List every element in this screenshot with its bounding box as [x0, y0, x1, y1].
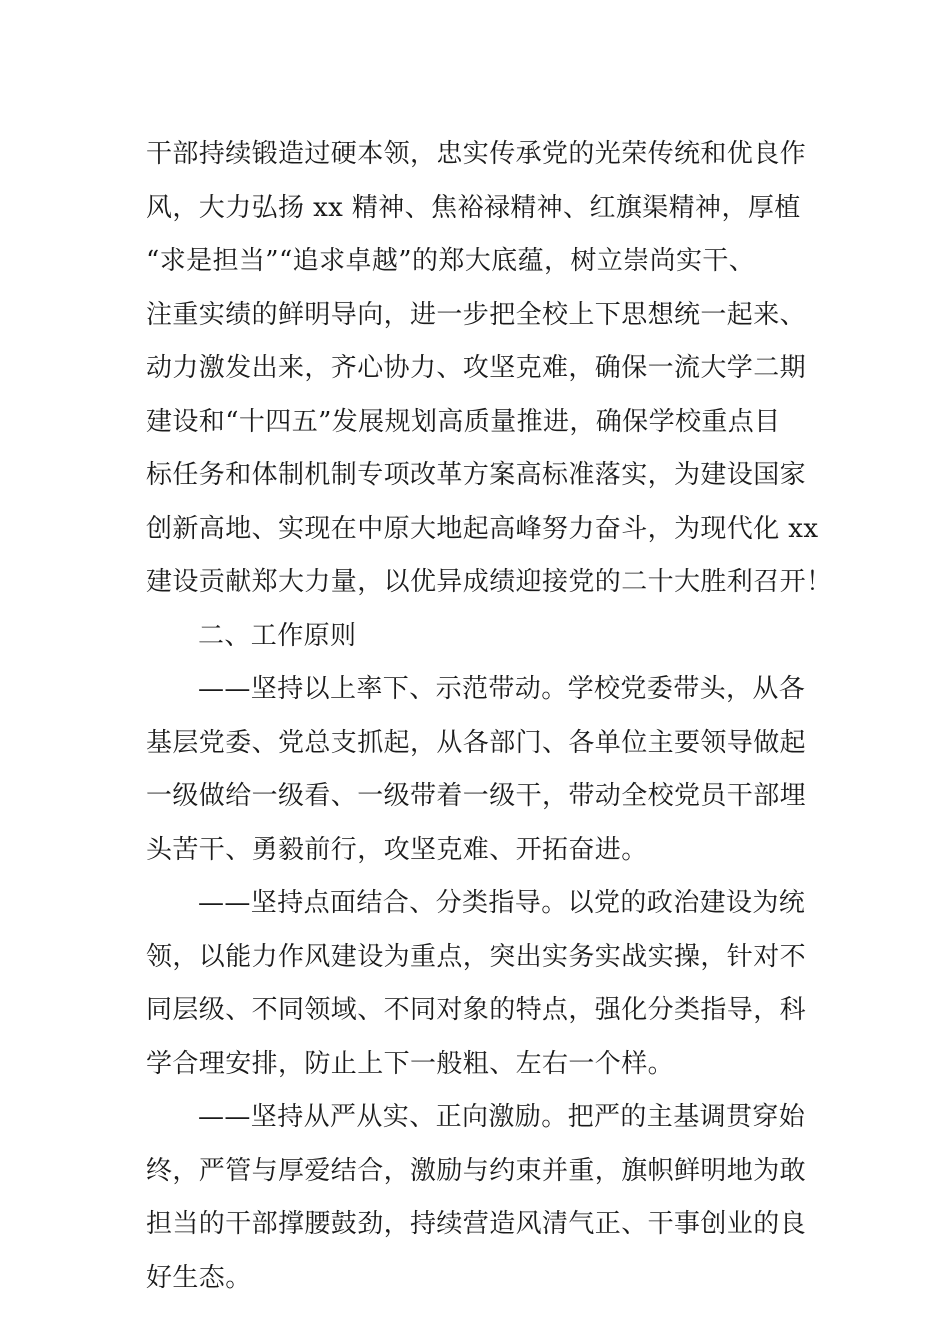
text-line: 领，以能力作风建设为重点，突出实务实战实操，针对不	[146, 941, 807, 972]
text-line: 标任务和体制机制专项改革方案高标准落实，为建设国家	[146, 460, 807, 490]
text-line: 建设贡献郑大力量，以优异成绩迎接党的二十大胜利召开！	[146, 567, 833, 597]
text-line: 动力激发出来，齐心协力、攻坚克难，确保一流大学二期	[146, 353, 807, 383]
text-line: 学合理安排，防止上下一般粗、左右一个样。	[146, 1048, 675, 1079]
text-line: 一级做给一级看、一级带着一级干，带动全校党员干部埋	[146, 781, 807, 811]
text-line: 建设和“十四五”发展规划高质量推进，确保学校重点目	[146, 406, 781, 437]
text-line: 干部持续锻造过硬本领，忠实传承党的光荣传统和优良作	[146, 139, 807, 169]
paragraph-principle-1	[146, 663, 810, 877]
section-heading: 二、工作原则	[198, 620, 357, 651]
text-line: 终，严管与厚爱结合，激励与约束并重，旗帜鲜明地为敢	[146, 1155, 807, 1186]
text-line: ——坚持以上率下、示范带动。学校党委带头，从各	[198, 674, 806, 704]
text-line: 头苦干、勇毅前行，攻坚克难、开拓奋进。	[146, 834, 648, 865]
text-line: 注重实绩的鲜明导向，进一步把全校上下思想统一起来、	[146, 299, 807, 330]
paragraph-principle-2	[146, 877, 810, 1091]
text-line: 基层党委、党总支抓起，从各部门、各单位主要领导做起	[146, 727, 807, 758]
text-line: 担当的干部撑腰鼓劲，持续营造风清气正、干事创业的良	[146, 1209, 807, 1239]
paragraph-principle-3	[146, 1091, 810, 1305]
text-line: 创新高地、实现在中原大地起高峰努力奋斗，为现代化 xx	[146, 513, 819, 544]
text-line: 风，大力弘扬 xx 精神、焦裕禄精神、红旗渠精神，厚植	[146, 192, 801, 223]
text-line: “求是担当”“追求卓越”的郑大底蕴，树立崇尚实干、	[146, 246, 756, 276]
document-body	[146, 128, 833, 1305]
paragraph-goals	[146, 128, 833, 610]
text-line: 好生态。	[146, 1262, 252, 1293]
text-line: ——坚持点面结合、分类指导。以党的政治建设为统	[198, 888, 806, 918]
text-line: 同层级、不同领域、不同对象的特点，强化分类指导，科	[146, 995, 807, 1025]
text-line: ——坚持从严从实、正向激励。把严的主基调贯穿始	[198, 1102, 806, 1132]
